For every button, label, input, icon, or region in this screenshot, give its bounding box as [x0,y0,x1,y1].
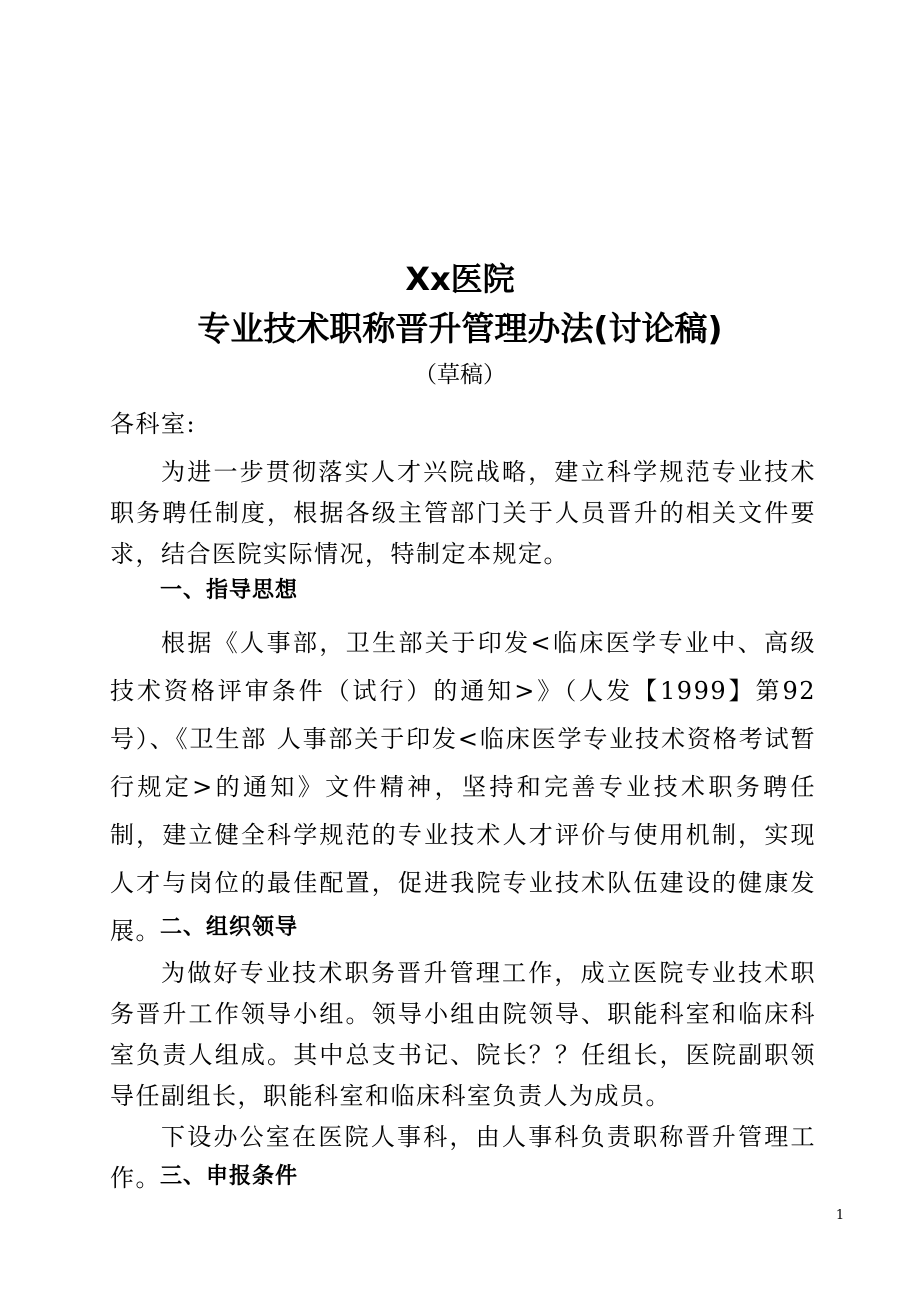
intro-paragraph: 为进一步贯彻落实人才兴院战略，建立科学规范专业技术职务聘任制度，根据各级主管部门关于人员晋升的相关文件要求，结合医院实际情况，特制定本规定。 [110,458,816,568]
section-paragraph: 根据《人事部，卫生部关于印发<临床医学专业中、高级技术资格评审条件（试行）的通知>》（人发【1999】第92号）、《卫生部 人事部关于印发<临床医学专业技术资格考试暂行规定>的通知》文件精神，坚持和完善专业技术职务聘任制，建立健全科学规范的专业技术人才评价与使用机制，实现人才与岗位的最佳配置，促进我院专业技术队伍建设的健康发展。 [110,629,816,945]
salutation: 各科室: [110,410,197,438]
section-heading-guiding-ideology: 一、指导思想 [160,578,299,603]
draft-subtitle: （草稿） [414,362,506,388]
document-title: 专业技术职称晋升管理办法(讨论稿) [197,309,723,348]
section-paragraph: 下设办公室在医院人事科，由人事科负责职称晋升管理工作。 [110,1123,816,1192]
section-heading-organization: 二、组织领导 [160,915,299,940]
hospital-title: Xx医院 [405,260,515,298]
section-paragraph: 为做好专业技术职务晋升管理工作，成立医院专业技术职务晋升工作领导小组。领导小组由院领导、职能科室和临床科室负责人组成。其中总支书记、院长？？任组长，医院副职领导任副组长，职能科室和临床科室负责人为成员。 [110,959,816,1110]
section-heading-application-conditions: 三、申报条件 [160,1164,299,1189]
page-number: 1 [835,1208,845,1223]
